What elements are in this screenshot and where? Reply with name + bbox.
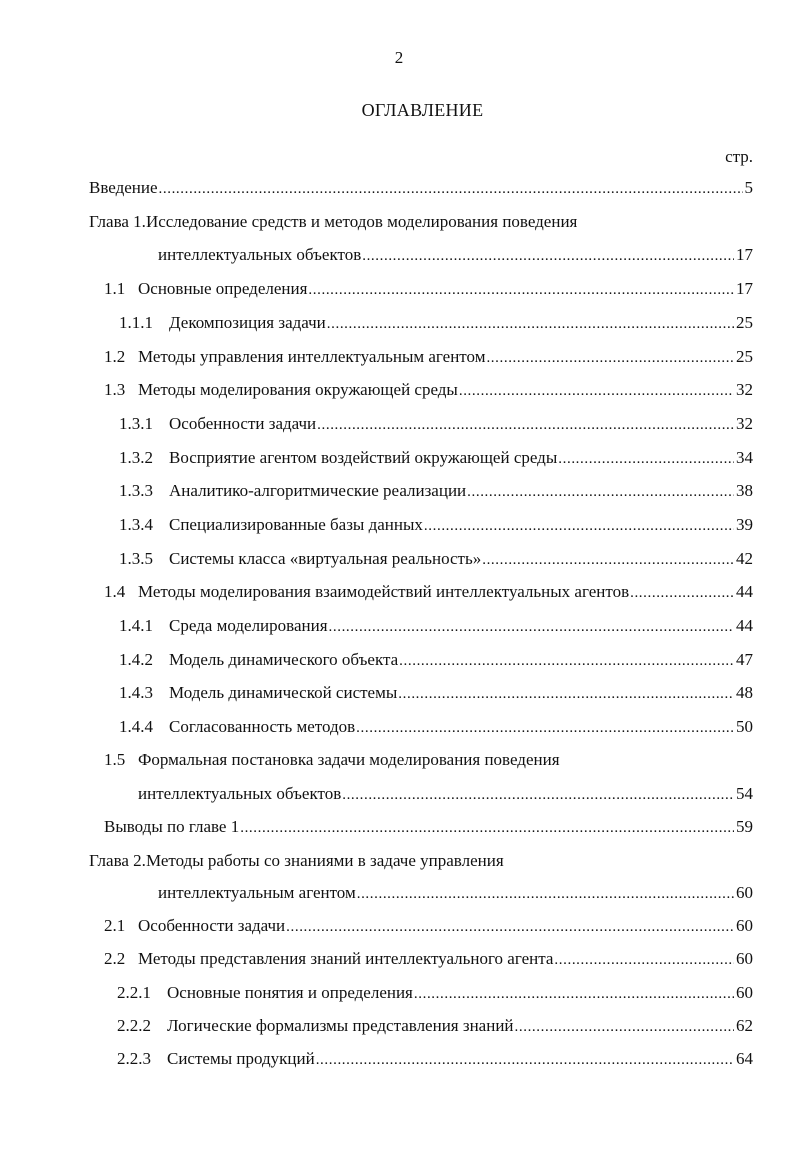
toc-entry-number: 1.1.1 xyxy=(119,313,153,332)
toc-entry-text: Основные понятия и определения xyxy=(167,983,413,1002)
toc-entry-page: 64 xyxy=(736,1049,753,1068)
toc-entry-text: Восприятие агентом воздействий окружающей среды xyxy=(169,448,558,467)
toc-entry-number: Глава 2. xyxy=(89,851,146,870)
toc-entry-page: 39 xyxy=(736,515,753,534)
toc-entry-number: 1.3 xyxy=(104,380,126,399)
toc-entry-text: Методы моделирования окружающей среды xyxy=(138,380,458,399)
toc-entry-chapter-1[interactable] xyxy=(89,210,577,234)
dot-leader xyxy=(342,783,734,807)
toc-entry-page: 62 xyxy=(736,1016,753,1035)
dot-leader xyxy=(459,379,734,403)
toc-entry-number: 1.4.4 xyxy=(119,717,153,736)
toc-entry-number: 1.3.1 xyxy=(119,414,153,433)
dot-leader xyxy=(482,548,734,572)
toc-entry-conclusions-1[interactable] xyxy=(104,815,753,839)
toc-entry-text: Формальная постановка задачи моделирования поведения xyxy=(138,750,560,769)
dot-leader xyxy=(362,244,734,268)
toc-entry-number: 1.3.5 xyxy=(119,549,153,568)
toc-entry-page: 59 xyxy=(736,817,753,836)
toc-entry-1-5-cont[interactable] xyxy=(138,782,753,806)
toc-entry-text: Основные определения xyxy=(138,279,308,298)
toc-entry-page: 50 xyxy=(736,717,753,736)
toc-entry-page: 5 xyxy=(744,178,753,197)
toc-entry-page: 32 xyxy=(736,414,753,433)
toc-entry-chapter-2-cont[interactable] xyxy=(158,881,753,905)
toc-entry-page: 54 xyxy=(736,784,753,803)
toc-entry-number: 2.2 xyxy=(104,949,126,968)
toc-entry-text: Исследование средств и методов моделирования поведения xyxy=(145,212,578,231)
toc-entry-text: Системы класса «виртуальная реальность» xyxy=(169,549,482,568)
toc-entry-1-4-1[interactable] xyxy=(119,614,753,638)
dot-leader xyxy=(486,346,734,370)
toc-entry-1-3-4[interactable] xyxy=(119,513,753,537)
toc-entry-introduction[interactable] xyxy=(89,176,753,200)
toc-entry-text: интеллектуальных объектов xyxy=(138,784,342,803)
toc-entry-text: Методы моделирования взаимодействий интеллектуальных агентов xyxy=(138,582,630,601)
toc-entry-page: 60 xyxy=(736,983,753,1002)
toc-entry-number: 2.2.2 xyxy=(117,1016,151,1035)
toc-entry-page: 60 xyxy=(736,949,753,968)
toc-entry-number: 2.1 xyxy=(104,916,126,935)
toc-entry-1-4[interactable] xyxy=(104,580,753,604)
toc-entry-1-4-3[interactable] xyxy=(119,681,753,705)
toc-entry-page: 25 xyxy=(736,313,753,332)
page-number: 2 xyxy=(394,48,404,67)
dot-leader xyxy=(240,816,734,840)
toc-title: ОГЛАВЛЕНИЕ xyxy=(361,100,484,120)
toc-entry-text: интеллектуальных объектов xyxy=(158,245,362,264)
dot-leader xyxy=(424,514,734,538)
dot-leader xyxy=(630,581,734,605)
toc-entry-page: 48 xyxy=(736,683,753,702)
toc-entry-2-2-1[interactable] xyxy=(117,981,753,1005)
toc-entry-number: 1.1 xyxy=(104,279,126,298)
toc-entry-text: Согласованность методов xyxy=(169,717,356,736)
toc-entry-page: 60 xyxy=(736,883,753,902)
toc-entry-2-2-2[interactable] xyxy=(117,1014,753,1038)
toc-entry-1-4-2[interactable] xyxy=(119,648,753,672)
toc-entry-text: Особенности задачи xyxy=(169,414,317,433)
toc-entry-text: Аналитико-алгоритмические реализации xyxy=(169,481,467,500)
toc-entry-page: 17 xyxy=(736,279,753,298)
toc-entry-page: 44 xyxy=(736,616,753,635)
toc-entry-1-5[interactable] xyxy=(104,748,560,772)
toc-entry-number: 1.4 xyxy=(104,582,126,601)
toc-entry-number: Глава 1. xyxy=(89,212,146,231)
toc-entry-text: Методы работы со знаниями в задаче управления xyxy=(145,851,504,870)
toc-entry-page: 17 xyxy=(736,245,753,264)
toc-entry-number: 2.2.1 xyxy=(117,983,151,1002)
toc-entry-text: Специализированные базы данных xyxy=(169,515,423,534)
toc-entry-number: 1.3.4 xyxy=(119,515,153,534)
toc-entry-chapter-1-cont[interactable] xyxy=(158,243,753,267)
toc-entry-text: Методы управления интеллектуальным агентом xyxy=(138,347,486,366)
toc-entry-text: Особенности задачи xyxy=(138,916,286,935)
toc-entry-text: Декомпозиция задачи xyxy=(169,313,326,332)
toc-entry-text: Среда моделирования xyxy=(169,616,328,635)
toc-entry-text: Модель динамического объекта xyxy=(169,650,399,669)
toc-entry-number: 2.2.3 xyxy=(117,1049,151,1068)
dot-leader xyxy=(308,278,734,302)
toc-entry-page: 25 xyxy=(736,347,753,366)
toc-entry-number: 1.2 xyxy=(104,347,126,366)
toc-entry-1-4-4[interactable] xyxy=(119,715,753,739)
toc-entry-2-2-3[interactable] xyxy=(117,1047,753,1071)
page-column-label: стр. xyxy=(725,147,753,166)
dot-leader xyxy=(317,413,734,437)
toc-entry-text: Методы представления знаний интеллектуального агента xyxy=(138,949,554,968)
toc-entry-text: Модель динамической системы xyxy=(169,683,398,702)
toc-entry-page: 44 xyxy=(736,582,753,601)
dot-leader xyxy=(515,1015,734,1039)
dot-leader xyxy=(398,682,734,706)
dot-leader xyxy=(159,177,743,201)
toc-entry-number: 1.3.2 xyxy=(119,448,153,467)
toc-entry-number: 1.3.3 xyxy=(119,481,153,500)
toc-entry-number: 1.5 xyxy=(104,750,126,769)
toc-entry-text: Логические формализмы представления знаний xyxy=(167,1016,514,1035)
toc-entry-page: 32 xyxy=(736,380,753,399)
dot-leader xyxy=(286,915,734,939)
toc-entry-number: 1.4.1 xyxy=(119,616,153,635)
dot-leader xyxy=(357,882,734,906)
toc-entry-2-1[interactable] xyxy=(104,914,753,938)
toc-entry-chapter-2[interactable] xyxy=(89,849,504,873)
toc-entry-number: 1.4.3 xyxy=(119,683,153,702)
toc-entry-text: Введение xyxy=(89,178,158,197)
toc-entry-1-3-1[interactable] xyxy=(119,412,753,436)
dot-leader xyxy=(414,982,734,1006)
toc-entry-page: 38 xyxy=(736,481,753,500)
toc-entry-1-3-5[interactable] xyxy=(119,547,753,571)
toc-entry-text: Выводы по главе 1 xyxy=(104,817,240,836)
toc-entry-page: 42 xyxy=(736,549,753,568)
toc-entry-2-2[interactable] xyxy=(104,947,753,971)
toc-entry-1-3-3[interactable] xyxy=(119,479,753,503)
dot-leader xyxy=(467,480,734,504)
toc-entry-page: 60 xyxy=(736,916,753,935)
toc-entry-page: 47 xyxy=(736,650,753,669)
toc-entry-1-1-1[interactable] xyxy=(119,311,753,335)
dot-leader xyxy=(329,615,734,639)
toc-entry-1-3-2[interactable] xyxy=(119,446,753,470)
toc-entry-1-2[interactable] xyxy=(104,345,753,369)
toc-entry-1-1[interactable] xyxy=(104,277,753,301)
dot-leader xyxy=(399,649,734,673)
toc-entry-page: 34 xyxy=(736,448,753,467)
dot-leader xyxy=(554,948,734,972)
dot-leader xyxy=(316,1048,734,1072)
toc-entry-text: Системы продукций xyxy=(167,1049,315,1068)
dot-leader xyxy=(327,312,734,336)
toc-entry-1-3[interactable] xyxy=(104,378,753,402)
toc-entry-text: интеллектуальным агентом xyxy=(158,883,356,902)
dot-leader xyxy=(356,716,734,740)
dot-leader xyxy=(558,447,734,471)
toc-entry-number: 1.4.2 xyxy=(119,650,153,669)
